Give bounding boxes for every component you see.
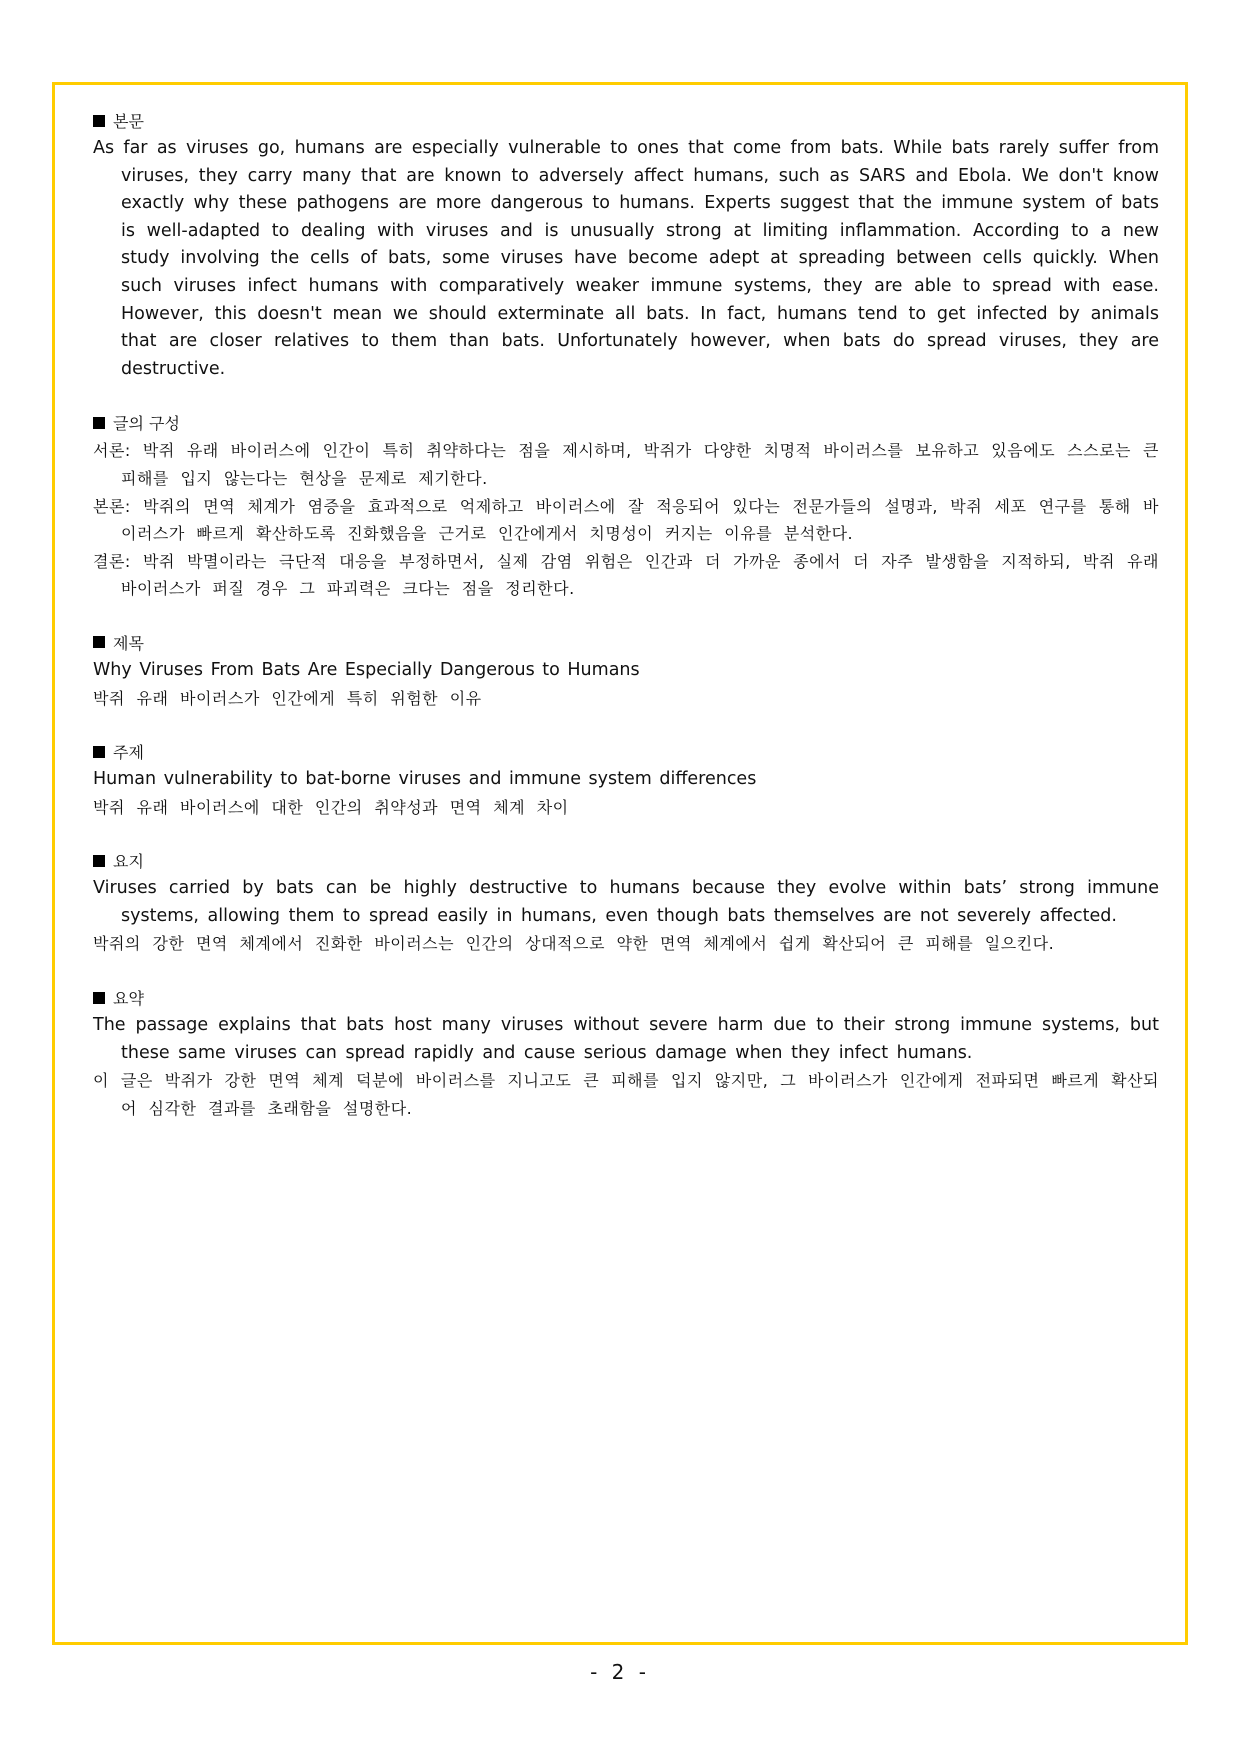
section-body [93, 108, 1159, 383]
square-bullet-icon [93, 992, 105, 1004]
topic-korean: 박쥐 유래 바이러스에 대한 인간의 취약성과 면역 체계 차이 [93, 797, 569, 817]
section-heading [93, 985, 1159, 1012]
summary-english: The passage explains that bats host many viruses without severe harm due to their strong immune systems, but these same viruses can spread rapidly and cause serious damage when they infect humans. [93, 1015, 1159, 1063]
section-heading-label: 요약 [113, 989, 144, 1009]
topic-english: Human vulnerability to bat-borne viruses and immune system differences [93, 769, 757, 790]
section-gist [93, 848, 1159, 958]
section-summary [93, 985, 1159, 1122]
page-number: - 2 - [590, 1660, 650, 1684]
square-bullet-icon [93, 115, 105, 127]
square-bullet-icon [93, 746, 105, 758]
structure-intro: 서론: 박쥐 유래 바이러스에 인간이 특히 취약하다는 점을 제시하며, 박쥐가 다양한 치명적 바이러스를 보유하고 있음에도 스스로는 큰 피해를 입지 않는다는 현상을 문제로 제기한다. [93, 441, 1159, 488]
structure-conclusion: 결론: 박쥐 박멸이라는 극단적 대응을 부정하면서, 실제 감염 위험은 인간과 더 가까운 종에서 더 자주 발생함을 지적하되, 박쥐 유래 바이러스가 퍼질 경우 그 파괴력은 크다는 점을 정리한다. [93, 551, 1159, 599]
section-heading [93, 739, 1159, 766]
title-english: Why Viruses From Bats Are Especially Dangerous to Humans [93, 659, 640, 680]
section-heading-label: 주제 [113, 743, 144, 763]
document-content [93, 108, 1159, 1149]
section-title [93, 630, 1159, 712]
section-heading [93, 630, 1159, 657]
section-heading-label: 본문 [113, 112, 144, 131]
section-heading-label: 제목 [113, 633, 144, 653]
structure-main: 본론: 박쥐의 면역 체계가 염증을 효과적으로 억제하고 바이러스에 잘 적응되어 있다는 전문가들의 설명과, 박쥐 세포 연구를 통해 바이러스가 빠르게 확산하도록 진화했음을 근거로 인간에게서 치명성이 커지는 이유를 분석한다. [93, 496, 1159, 544]
section-heading-label: 요지 [113, 852, 144, 872]
section-heading [93, 848, 1159, 875]
summary-korean: 이 글은 박쥐가 강한 면역 체계 덕분에 바이러스를 지니고도 큰 피해를 입지 않지만, 그 바이러스가 인간에게 전파되면 빠르게 확산되어 심각한 결과를 초래함을 설명한다. [93, 1071, 1159, 1118]
body-paragraph: As far as viruses go, humans are especially vulnerable to ones that come from bats. While bats rarely suffer from viruses, they carry many that are known to adversely affect humans, such as SARS and Ebola. We don't know exactly why these pathogens are more dangerous to humans. Experts suggest that the immune system of bats is well-adapted to dealing with viruses and is unusually strong at limiting inflammation. According to a new study involving the cells of bats, some viruses have become adept at spreading between cells quickly. When such viruses infect humans with comparatively weaker immune systems, they are able to spread with ease. However, this doesn't mean we should exterminate all bats. In fact, humans tend to get infected by animals that are closer relatives to them than bats. Unfortunately however, when bats do spread viruses, they are destructive. [93, 138, 1159, 379]
title-korean: 박쥐 유래 바이러스가 인간에게 특히 위험한 이유 [93, 688, 482, 708]
square-bullet-icon [93, 417, 105, 429]
gist-korean: 박쥐의 강한 면역 체계에서 진화한 바이러스는 인간의 상대적으로 약한 면역 체계에서 쉽게 확산되어 큰 피해를 일으킨다. [93, 934, 1055, 954]
section-heading [93, 108, 1159, 135]
section-heading-label: 글의 구성 [113, 414, 180, 434]
square-bullet-icon [93, 855, 105, 867]
section-structure [93, 410, 1159, 603]
square-bullet-icon [93, 636, 105, 648]
section-topic [93, 739, 1159, 821]
gist-english: Viruses carried by bats can be highly destructive to humans because they evolve within bats’ strong immune systems, allowing them to spread easily in humans, even though bats themselves are not severely affected. [93, 878, 1159, 926]
section-heading [93, 410, 1159, 437]
